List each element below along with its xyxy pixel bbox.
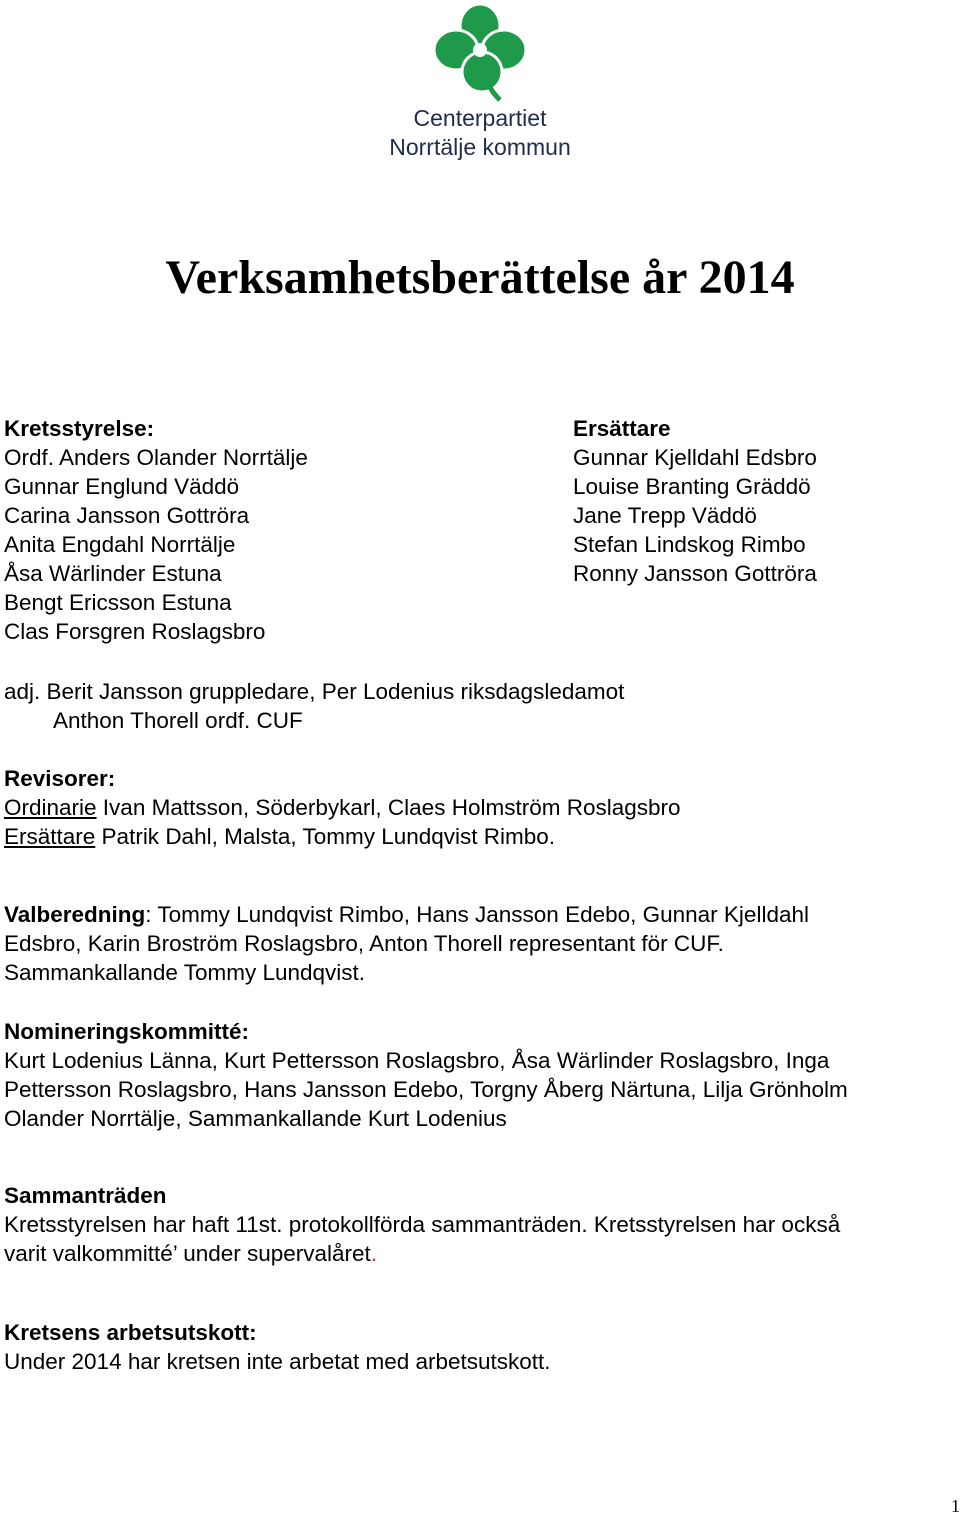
kretsstyrelse-member: Ordf. Anders Olander Norrtälje [4,445,308,470]
adj-line-2: Anthon Thorell ordf. CUF [53,708,303,733]
ersattare-section [573,414,817,588]
sammantraden-heading: Sammanträden [4,1183,167,1208]
adj-line-1: adj. Berit Jansson gruppledare, Per Lodenius riksdagsledamot [4,679,625,704]
revisorer-heading: Revisorer: [4,766,116,791]
valberedning-heading: Valberedning [4,902,146,927]
kretsstyrelse-member: Bengt Ericsson Estuna [4,590,232,615]
nomineringskommitte-heading: Nomineringskommitté: [4,1019,250,1044]
ersattare-text: Patrik Dahl, Malsta, Tommy Lundqvist Rimbo. [95,824,556,849]
kretsstyrelse-section [4,414,308,646]
valberedning-line-1 [4,900,809,929]
revisorer-ersattare [4,822,555,851]
ersattare-member: Stefan Lindskog Rimbo [573,532,806,557]
ersattare-member: Louise Branting Gräddö [573,474,811,499]
kretsstyrelse-member: Åsa Wärlinder Estuna [4,561,222,586]
valberedning-line-2: Edsbro, Karin Broström Roslagsbro, Anton Thorell representant för CUF. [4,931,724,956]
kretsstyrelse-member: Clas Forsgren Roslagsbro [4,619,266,644]
org-municipality: Norrtälje kommun [389,134,571,160]
arbetsutskott-heading: Kretsens arbetsutskott: [4,1320,257,1345]
ersattare-label: Ersättare [4,824,96,849]
ersattare-member: Gunnar Kjelldahl Edsbro [573,445,817,470]
sammantraden-line-2-text: varit valkommitté’ under supervalåret [4,1241,371,1266]
valberedning-text: : Tommy Lundqvist Rimbo, Hans Jansson Edebo, Gunnar Kjelldahl [145,902,809,927]
clover-logo-icon [426,0,534,104]
revisorer-ordinarie [4,793,681,822]
kretsstyrelse-member: Gunnar Englund Väddö [4,474,240,499]
ersattare-heading: Ersättare [573,416,671,441]
kretsstyrelse-member: Carina Jansson Gottröra [4,503,250,528]
nomineringskommitte-line-2: Pettersson Roslagsbro, Hans Jansson Edebo, Torgny Åberg Närtuna, Lilja Grönholm [4,1077,848,1102]
kretsstyrelse-heading: Kretsstyrelse: [4,416,155,441]
ordinarie-text: Ivan Mattsson, Söderbykarl, Claes Holmström Roslagsbro [96,795,681,820]
valberedning-line-3: Sammankallande Tommy Lundqvist. [4,960,366,985]
kretsstyrelse-member: Anita Engdahl Norrtälje [4,532,236,557]
page-number: 1 [951,1496,960,1516]
org-name: Centerpartiet [413,105,547,131]
nomineringskommitte-line-1: Kurt Lodenius Länna, Kurt Pettersson Roslagsbro, Åsa Wärlinder Roslagsbro, Inga [4,1048,830,1073]
ersattare-member: Jane Trepp Väddö [573,503,757,528]
red-period: . [370,1241,378,1266]
arbetsutskott-line-1: Under 2014 har kretsen inte arbetat med arbetsutskott. [4,1349,551,1374]
sammantraden-line-1: Kretsstyrelsen har haft 11st. protokollförda sammanträden. Kretsstyrelsen har också [4,1212,841,1237]
ordinarie-label: Ordinarie [4,795,97,820]
ersattare-member: Ronny Jansson Gottröra [573,561,817,586]
page-title: Verksamhetsberättelse år 2014 [165,251,795,304]
sammantraden-line-2 [4,1239,377,1268]
nomineringskommitte-line-3: Olander Norrtälje, Sammankallande Kurt Lodenius [4,1106,507,1131]
